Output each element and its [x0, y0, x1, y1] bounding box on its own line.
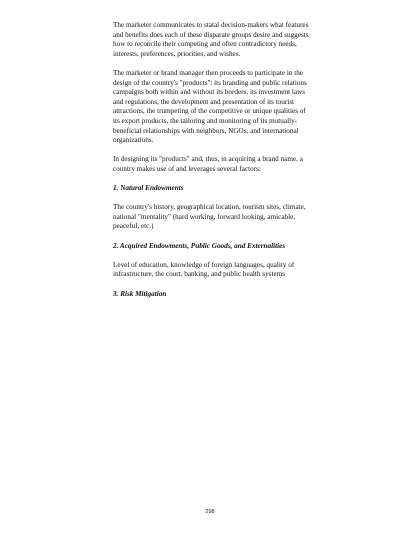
section-heading-risk-mitigation: 3. Risk Mitigation	[113, 289, 167, 298]
page-number: 298	[205, 509, 215, 515]
page-body	[113, 21, 313, 309]
paragraph-marketer-communicates: The marketer communicates to statal decision-makers what features and benefits does each of these disparate groups desire and suggests how to reconcile their competing and often contradictory needs, interests, preferences, priorities, and wishes.	[113, 21, 309, 58]
paragraph-brand-manager: The marketer or brand manager then proceeds to participate in the design of the country's "products": its branding and public relations campaigns both within and without its borders, its investment laws and regulations, the development and presentation of its tourist attractions, the trumpeting of the competitive or unique qualities of its export products, the tailoring and monitoring of its mutually-beneficial relationships with neighbors, NGOs, and international organizations.	[113, 68, 307, 145]
section-heading-acquired-endowments: 2. Acquired Endowments, Public Goods, and Externalities	[113, 241, 286, 250]
paragraph-designing-products: In designing its "products" and, thus, in acquiring a brand name, a country makes use of and leverages several factors:	[113, 155, 303, 173]
section-heading-natural-endowments: 1. Natural Endowments	[113, 184, 184, 193]
section-text-natural-endowments: The country's history, geographical location, tourism sites, climate, national "mentality" (hard working, forward looking, amicable, peaceful, etc.)	[113, 203, 306, 231]
section-text-acquired-endowments: Level of education, knowledge of foreign languages, quality of infrastructure, the court, banking, and public health systems	[113, 260, 295, 279]
